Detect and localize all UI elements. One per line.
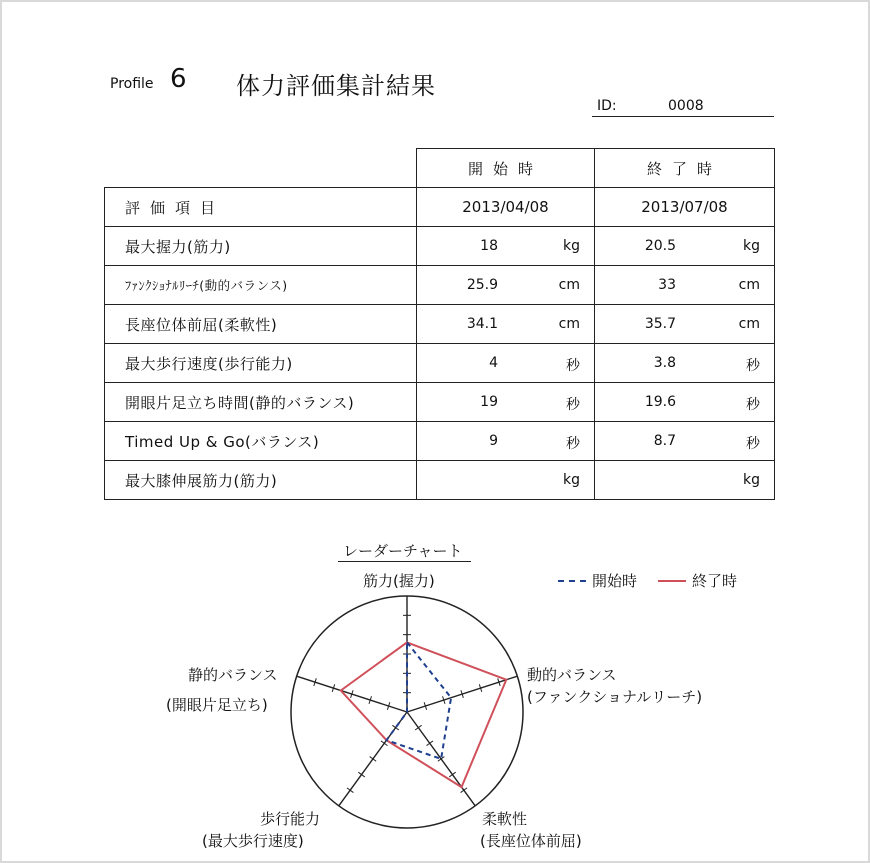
end-unit: 秒 [746, 358, 760, 374]
start-header: 開始時 [417, 149, 595, 188]
start-value: 25.9 [466, 277, 498, 293]
axis-sublabel-flexibility: (長座位体前屈) [480, 832, 582, 850]
end-value: 19.6 [644, 394, 676, 410]
axis-sublabel-static-balance: (開眼片足立ち) [166, 696, 268, 714]
axis-label-grip: 筋力(握力) [363, 572, 435, 590]
end-unit: cm [738, 316, 760, 332]
profile-number: 6 [170, 64, 187, 94]
item-header: 評価項目 [105, 188, 417, 227]
radar-axis-tick [449, 772, 455, 777]
end-unit: 秒 [746, 436, 760, 452]
start-unit: 秒 [566, 358, 580, 374]
id-label: ID: [597, 98, 617, 114]
end-value: 35.7 [644, 316, 676, 332]
radar-axis-tick [358, 772, 364, 777]
end-unit: cm [738, 277, 760, 293]
radar-axis-tick [426, 741, 432, 746]
start-value: 9 [489, 433, 498, 449]
item-label: ﾌｧﾝｸｼｮﾅﾙﾘｰﾁ(動的バランス) [105, 266, 417, 305]
start-unit: kg [563, 238, 580, 254]
end-value: 3.8 [653, 355, 676, 371]
id-value: 0008 [668, 98, 704, 114]
document-page [2, 2, 868, 861]
end-header: 終了時 [595, 149, 775, 188]
axis-sublabel-dynamic-balance: (ファンクショナルリーチ) [527, 688, 703, 706]
legend-end-label: 終了時 [692, 572, 738, 590]
item-label: 長座位体前屈(柔軟性) [105, 305, 417, 344]
item-label: 最大握力(筋力) [105, 227, 417, 266]
end-value: 33 [658, 277, 676, 293]
start-unit: cm [558, 316, 580, 332]
start-unit: 秒 [566, 397, 580, 413]
start-value: 18 [480, 238, 498, 254]
end-date: 2013/07/08 [595, 188, 775, 227]
axis-sublabel-walking: (最大歩行速度) [202, 832, 304, 850]
start-value: 4 [489, 355, 498, 371]
axis-label-dynamic-balance: 動的バランス [527, 666, 617, 684]
item-label: 開眼片足立ち時間(静的バランス) [105, 383, 417, 422]
radar-axis-tick [347, 788, 353, 793]
start-unit: 秒 [566, 436, 580, 452]
radar-axis-tick [370, 757, 376, 762]
radar-axis-tick [461, 788, 467, 793]
start-unit: cm [558, 277, 580, 293]
legend-start-label: 開始時 [592, 572, 638, 590]
end-unit: kg [743, 238, 760, 254]
start-unit: kg [563, 472, 580, 488]
radar-axis-tick [415, 725, 421, 730]
axis-label-walking: 歩行能力 [260, 810, 321, 828]
end-value: 20.5 [644, 238, 676, 254]
end-unit: kg [743, 472, 760, 488]
profile-label: Profile [110, 76, 154, 92]
radar-chart [2, 2, 868, 861]
end-unit: 秒 [746, 397, 760, 413]
item-label: 最大歩行速度(歩行能力) [105, 344, 417, 383]
end-value: 8.7 [653, 433, 676, 449]
axis-label-static-balance: 静的バランス [188, 666, 278, 684]
radar-title: レーダーチャート [343, 542, 463, 560]
axis-label-flexibility: 柔軟性 [482, 810, 528, 828]
start-value: 19 [480, 394, 498, 410]
page-title: 体力評価集計結果 [236, 72, 436, 100]
radar-axis-tick [381, 741, 387, 746]
item-label: Timed Up & Go(バランス) [105, 422, 417, 461]
start-value: 34.1 [466, 316, 498, 332]
item-label: 最大膝伸展筋力(筋力) [105, 461, 417, 500]
start-date: 2013/04/08 [417, 188, 595, 227]
